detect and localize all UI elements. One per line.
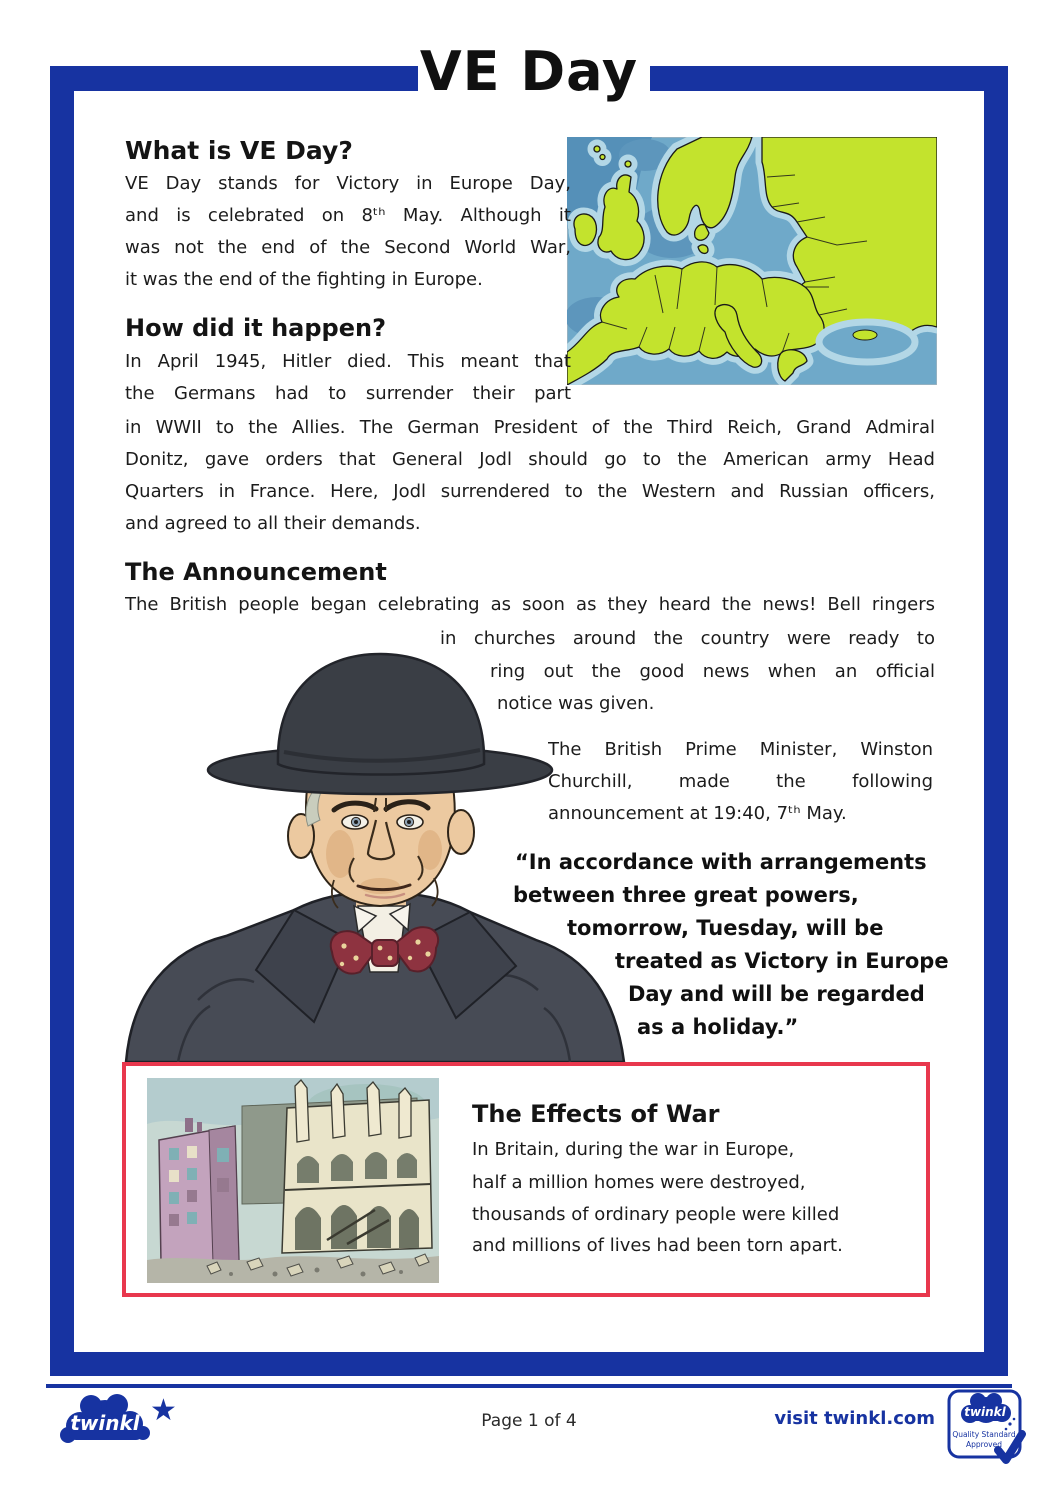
churchill-quote-line: tomorrow, Tuesday, will be: [567, 916, 884, 940]
paragraph-line: ring out the good news when an official: [490, 661, 935, 682]
paragraph-line: Quarters in France. Here, Jodl surrendered to the Western and Russian officers,: [125, 481, 935, 502]
section-heading-what-is-ve-day: What is VE Day?: [125, 136, 353, 165]
paragraph-line: The British people began celebrating as soon as they heard the news! Bell ringers: [125, 594, 935, 615]
paragraph-line: it was the end of the fighting in Europe.: [125, 269, 483, 290]
paragraph-line: and millions of lives had been torn apart.: [472, 1235, 843, 1256]
page-title: VE Day: [419, 40, 639, 103]
paragraph-line: The British Prime Minister, Winston: [548, 739, 933, 760]
crimea: [853, 330, 877, 340]
page-border-bottom: [50, 1352, 1008, 1376]
visit-twinkl-link[interactable]: visit twinkl.com: [774, 1408, 935, 1429]
paragraph-line: the Germans had to surrender their part: [125, 383, 571, 404]
paragraph-line: announcement at 19:40, 7ᵗʰ May.: [548, 803, 847, 824]
churchill-quote-line: between three great powers,: [513, 883, 859, 907]
bombed-ruins-image: [147, 1078, 439, 1283]
churchill-quote-line: as a holiday.”: [637, 1015, 799, 1039]
paragraph-line: and is celebrated on 8ᵗʰ May. Although it: [125, 205, 571, 226]
quality-standard-badge: [946, 1388, 1026, 1468]
footer-divider: [46, 1384, 1012, 1388]
paragraph-line: In April 1945, Hitler died. This meant that: [125, 351, 571, 372]
paragraph-line: and agreed to all their demands.: [125, 513, 421, 534]
paragraph-line: Donitz, gave orders that General Jodl should go to the American army Head: [125, 449, 935, 470]
paragraph-line: in churches around the country were ready to: [440, 628, 935, 649]
page-border-left: [50, 66, 74, 1376]
section-heading-announcement: The Announcement: [125, 558, 387, 586]
paragraph-line: in WWII to the Allies. The German President of the Third Reich, Grand Admiral: [125, 417, 935, 438]
twinkl-logo: [55, 1390, 155, 1452]
winston-churchill-image: [118, 640, 638, 1062]
section-heading-how-did-it-happen: How did it happen?: [125, 314, 387, 342]
paragraph-line: Churchill, made the following: [548, 771, 933, 792]
paragraph-line: VE Day stands for Victory in Europe Day,: [125, 173, 571, 194]
paragraph-line: In Britain, during the war in Europe,: [472, 1139, 795, 1160]
churchill-quote-line: Day and will be regarded: [628, 982, 925, 1006]
churchill-quote-line: “In accordance with arrangements: [515, 850, 927, 874]
paragraph-line: notice was given.: [497, 693, 655, 714]
bowler-hat: [208, 654, 552, 794]
star-icon: ★: [150, 1393, 177, 1428]
badge-line2: Approved: [966, 1440, 1002, 1449]
badge-line1: Quality Standard: [952, 1430, 1016, 1439]
churchill-quote-line: treated as Victory in Europe: [615, 949, 949, 973]
paragraph-line: thousands of ordinary people were killed: [472, 1204, 840, 1225]
twinkl-logo-text: twinkl: [70, 1411, 140, 1435]
black-sea: [819, 322, 915, 362]
paragraph-line: half a million homes were destroyed,: [472, 1172, 806, 1193]
europe-map-image: [567, 137, 937, 385]
page-number: Page 1 of 4: [481, 1411, 577, 1431]
paragraph-line: was not the end of the Second World War,: [125, 237, 571, 258]
section-heading-effects-of-war: The Effects of War: [472, 1100, 720, 1128]
page-border-right: [984, 66, 1008, 1376]
badge-brand-text: twinkl: [964, 1405, 1006, 1419]
